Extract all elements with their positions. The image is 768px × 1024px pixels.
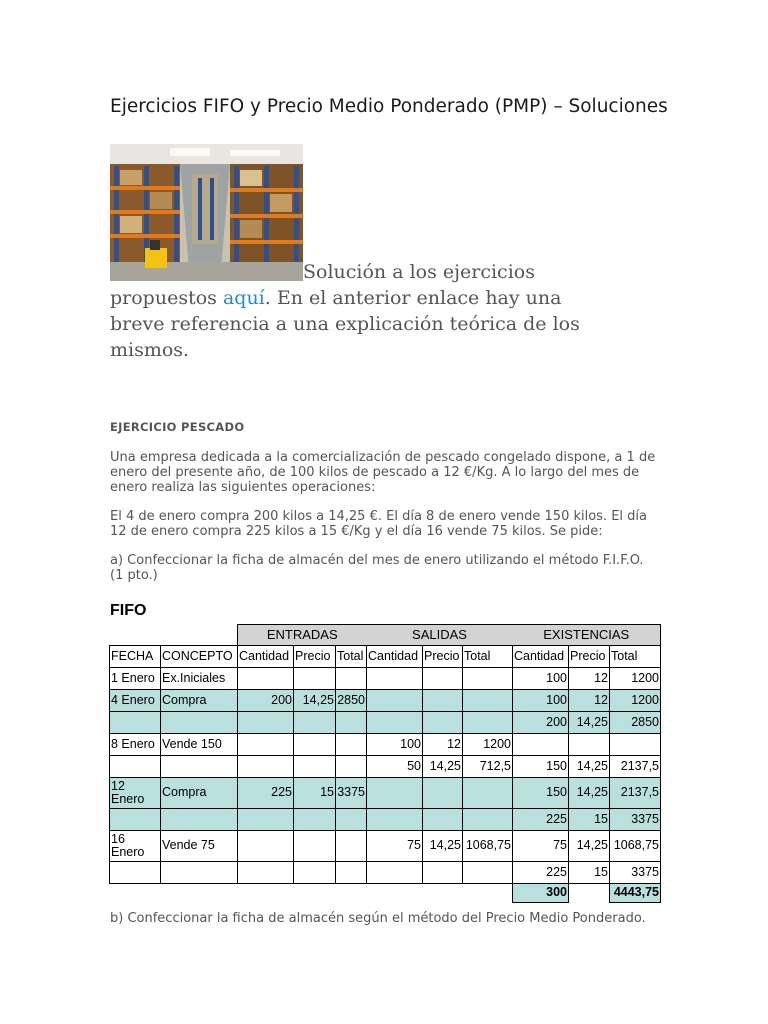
column-header: Cantidad <box>367 645 423 667</box>
table-cell <box>294 667 336 689</box>
table-cell: Vende 75 <box>161 830 238 861</box>
table-cell: 150 <box>513 755 569 777</box>
table-cell <box>367 861 423 883</box>
fifo-inventory-table <box>109 624 661 903</box>
table-cell: 12 <box>569 667 610 689</box>
table-cell: 12 <box>569 689 610 711</box>
table-cell <box>294 755 336 777</box>
intro-text-before-link: Solución a los ejercicios propuestos <box>110 261 535 309</box>
table-cell: 225 <box>238 777 294 808</box>
table-cell <box>336 733 367 755</box>
table-cell <box>110 755 161 777</box>
exercise-heading: EJERCICIO PESCADO <box>110 420 245 434</box>
table-cell <box>110 808 161 830</box>
column-header: Precio <box>569 645 610 667</box>
intro-text-after-link: . En el anterior enlace hay una breve referencia a una explicación teórica de los mismos. <box>110 287 580 361</box>
table-cell: 3375 <box>336 777 367 808</box>
total-valor: 4443,75 <box>610 883 661 903</box>
table-cell: 14,25 <box>569 755 610 777</box>
column-header: CONCEPTO <box>161 645 238 667</box>
column-header-row <box>110 645 661 667</box>
table-row <box>110 861 661 883</box>
table-cell: 15 <box>294 777 336 808</box>
table-cell: 225 <box>513 808 569 830</box>
table-cell: 50 <box>367 755 423 777</box>
table-cell <box>463 711 513 733</box>
table-cell: 100 <box>513 689 569 711</box>
exercise-part-b: b) Confeccionar la ficha de almacén según el método del Precio Medio Ponderado. <box>110 911 646 926</box>
table-cell: Compra <box>161 689 238 711</box>
intro-paragraph <box>110 259 610 363</box>
table-cell <box>463 667 513 689</box>
table-cell: 12 <box>423 733 463 755</box>
table-cell: 14,25 <box>294 689 336 711</box>
table-cell <box>463 808 513 830</box>
table-cell: 3375 <box>610 861 661 883</box>
table-corner-blank <box>110 625 238 646</box>
column-header: Cantidad <box>238 645 294 667</box>
table-cell <box>423 861 463 883</box>
table-cell <box>161 861 238 883</box>
table-cell: 14,25 <box>569 777 610 808</box>
table-row <box>110 711 661 733</box>
table-cell <box>294 733 336 755</box>
table-cell: 1200 <box>610 689 661 711</box>
table-cell: 16 Enero <box>110 830 161 861</box>
column-header: Cantidad <box>513 645 569 667</box>
table-cell <box>238 667 294 689</box>
table-cell <box>110 861 161 883</box>
table-cell <box>294 808 336 830</box>
table-cell: 1 Enero <box>110 667 161 689</box>
table-cell <box>238 861 294 883</box>
table-cell: 14,25 <box>569 830 610 861</box>
table-row <box>110 808 661 830</box>
table-cell <box>238 808 294 830</box>
table-cell <box>569 733 610 755</box>
totals-gap <box>569 883 610 903</box>
group-header-existencias: EXISTENCIAS <box>513 625 661 646</box>
table-cell <box>294 830 336 861</box>
table-cell: 3375 <box>610 808 661 830</box>
table-cell <box>367 808 423 830</box>
table-cell <box>161 755 238 777</box>
table-row <box>110 755 661 777</box>
group-header-row <box>110 625 661 646</box>
table-row <box>110 777 661 808</box>
table-cell <box>513 733 569 755</box>
table-cell: Ex.Iniciales <box>161 667 238 689</box>
table-cell: 150 <box>513 777 569 808</box>
solution-link[interactable]: aquí <box>222 287 265 309</box>
table-cell: 14,25 <box>423 755 463 777</box>
table-cell <box>423 689 463 711</box>
table-row <box>110 689 661 711</box>
table-cell <box>463 777 513 808</box>
page-title: Ejercicios FIFO y Precio Medio Ponderado (PMP) – Soluciones <box>110 96 668 117</box>
table-cell: 2137,5 <box>610 755 661 777</box>
table-cell <box>367 667 423 689</box>
table-cell <box>110 711 161 733</box>
table-cell <box>367 711 423 733</box>
totals-row <box>110 883 661 903</box>
table-cell: 75 <box>513 830 569 861</box>
group-header-entradas: ENTRADAS <box>238 625 367 646</box>
table-cell: 14,25 <box>569 711 610 733</box>
table-cell <box>294 861 336 883</box>
table-cell: 2850 <box>336 689 367 711</box>
table-cell: 1200 <box>463 733 513 755</box>
exercise-paragraph-2: El 4 de enero compra 200 kilos a 14,25 €. El día 8 de enero vende 150 kilos. El día 12 de enero compra 225 kilos a 15 €/Kg y el día 16 vende 75 kilos. Se pide: <box>110 509 647 539</box>
table-cell: Vende 150 <box>161 733 238 755</box>
table-cell <box>610 733 661 755</box>
table-cell: 2850 <box>610 711 661 733</box>
table-cell: 8 Enero <box>110 733 161 755</box>
table-cell: 12 Enero <box>110 777 161 808</box>
table-cell: 15 <box>569 808 610 830</box>
column-header: FECHA <box>110 645 161 667</box>
column-header: Total <box>336 645 367 667</box>
table-cell <box>423 777 463 808</box>
table-cell <box>336 711 367 733</box>
table-cell <box>294 711 336 733</box>
column-header: Precio <box>294 645 336 667</box>
table-cell <box>336 861 367 883</box>
table-cell: 15 <box>569 861 610 883</box>
group-header-salidas: SALIDAS <box>367 625 513 646</box>
table-cell <box>423 667 463 689</box>
table-cell <box>336 755 367 777</box>
exercise-paragraph-1: Una empresa dedicada a la comercialización de pescado congelado dispone, a 1 de enero del presente año, de 100 kilos de pescado a 12 €/Kg. A lo largo del mes de enero realiza las siguientes operaciones: <box>110 450 656 495</box>
table-cell <box>463 861 513 883</box>
table-cell: 1200 <box>610 667 661 689</box>
table-cell: 4 Enero <box>110 689 161 711</box>
table-cell <box>238 733 294 755</box>
table-cell: 712,5 <box>463 755 513 777</box>
table-cell: 2137,5 <box>610 777 661 808</box>
table-cell <box>367 777 423 808</box>
total-cantidad: 300 <box>513 883 569 903</box>
table-cell <box>161 808 238 830</box>
column-header: Precio <box>423 645 463 667</box>
table-cell: 200 <box>238 689 294 711</box>
table-cell <box>367 689 423 711</box>
table-cell: 225 <box>513 861 569 883</box>
table-cell: Compra <box>161 777 238 808</box>
totals-blank <box>110 883 513 903</box>
table-cell: 1068,75 <box>610 830 661 861</box>
table-cell: 100 <box>513 667 569 689</box>
table-cell <box>161 711 238 733</box>
table-cell: 100 <box>367 733 423 755</box>
exercise-part-a: a) Confeccionar la ficha de almacén del mes de enero utilizando el método F.I.F.O. (1 pto.) <box>110 553 644 583</box>
table-cell <box>336 830 367 861</box>
table-cell <box>336 667 367 689</box>
column-header: Total <box>610 645 661 667</box>
table-row <box>110 830 661 861</box>
fifo-label: FIFO <box>110 602 147 619</box>
table-cell <box>336 808 367 830</box>
column-header: Total <box>463 645 513 667</box>
table-cell <box>238 711 294 733</box>
table-cell: 1068,75 <box>463 830 513 861</box>
table-row <box>110 733 661 755</box>
table-cell: 75 <box>367 830 423 861</box>
table-cell <box>238 755 294 777</box>
table-cell <box>423 808 463 830</box>
table-cell <box>463 689 513 711</box>
table-cell <box>238 830 294 861</box>
table-row <box>110 667 661 689</box>
table-cell: 200 <box>513 711 569 733</box>
table-cell <box>423 711 463 733</box>
table-cell: 14,25 <box>423 830 463 861</box>
